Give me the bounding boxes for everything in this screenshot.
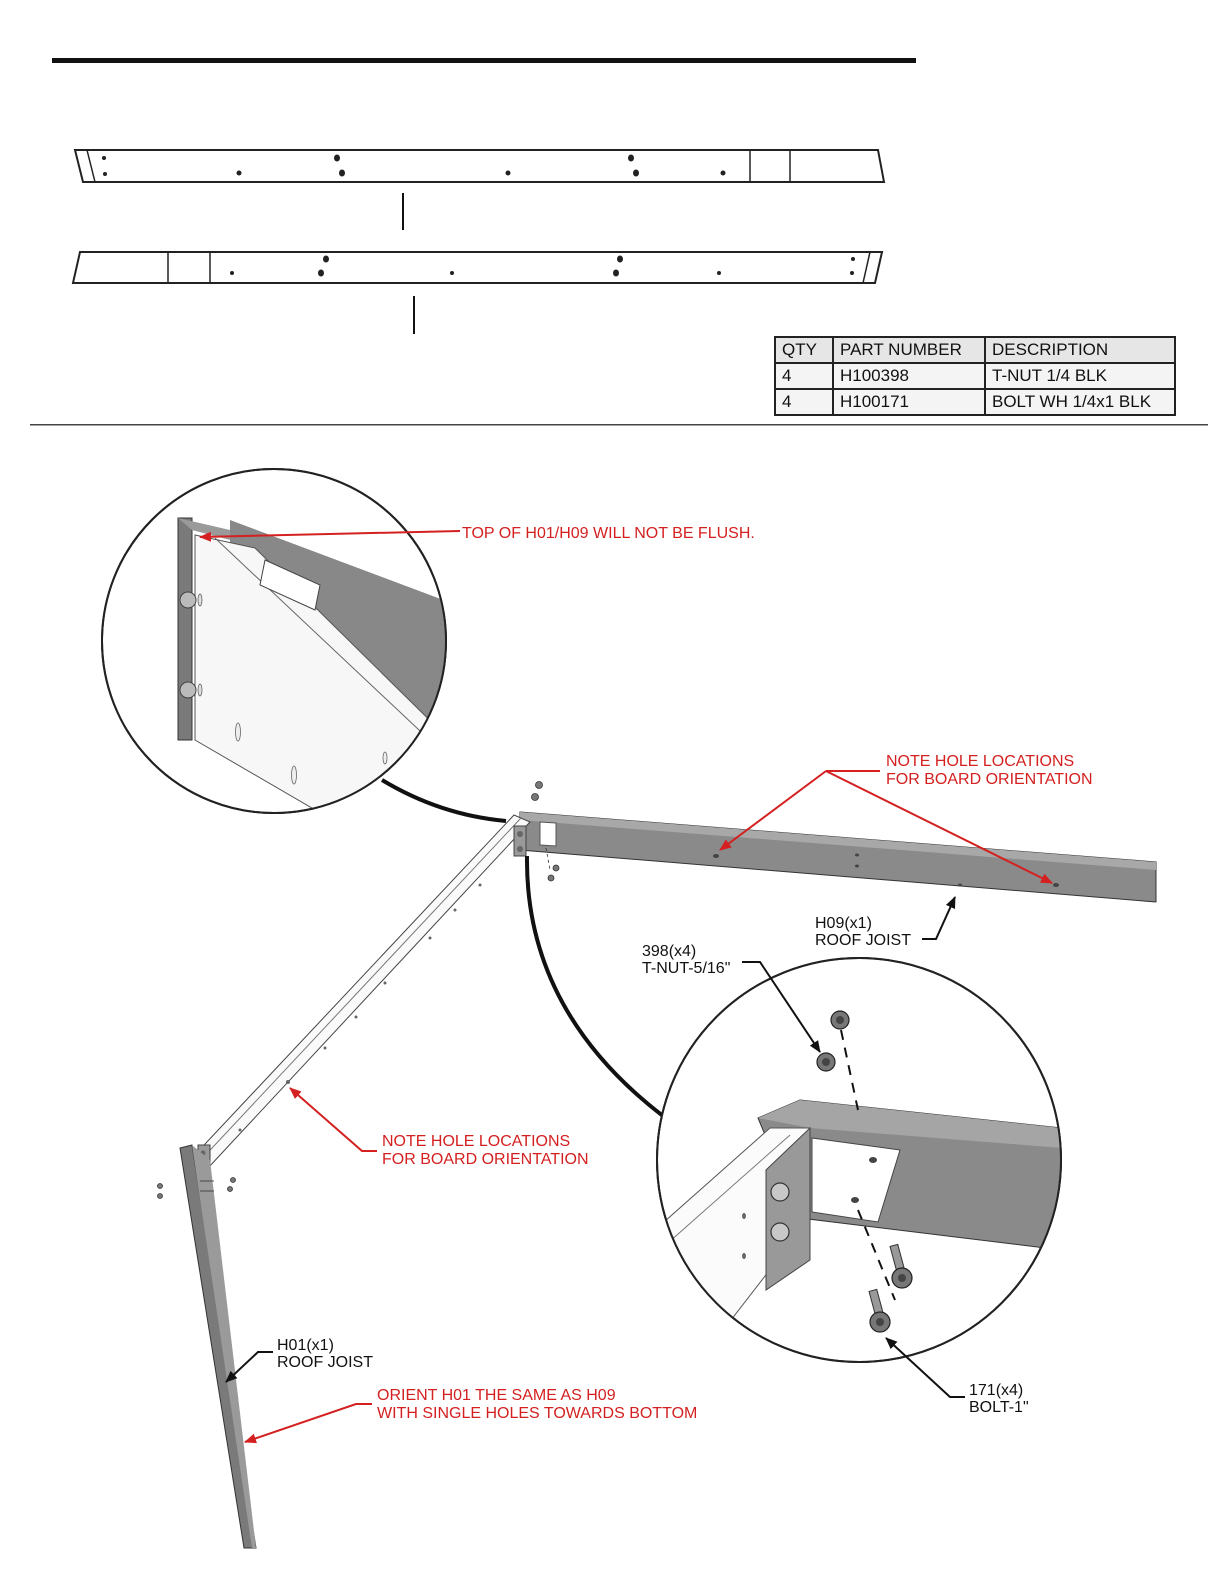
callout-bolt-line1: 171(x4)	[969, 1382, 1024, 1399]
callout-orient-line1: ORIENT H01 THE SAME AS H09	[377, 1387, 616, 1404]
parts-table-header	[775, 337, 1175, 363]
callout-h09-line1: H09(x1)	[815, 915, 872, 932]
parts-table	[774, 336, 1176, 416]
callout-h01-line1: H01(x1)	[277, 1337, 334, 1354]
detail-circle-bottom	[655, 958, 1062, 1380]
cell-description: BOLT WH 1/4x1 BLK	[985, 389, 1175, 415]
header-rule	[52, 58, 916, 63]
h09-roof-joist	[520, 812, 1156, 902]
leader-orient	[245, 1404, 372, 1442]
table-row	[775, 363, 1175, 389]
cell-description: T-NUT 1/4 BLK	[985, 363, 1175, 389]
callout-t-nut-line2: T-NUT-5/16"	[642, 960, 731, 977]
leader-h09	[922, 897, 955, 939]
leader-note-holes-left	[290, 1088, 377, 1151]
table-row	[775, 389, 1175, 415]
board-h09-flat	[75, 150, 884, 182]
header-qty: QTY	[775, 337, 833, 363]
cell-qty: 4	[775, 389, 833, 415]
section-divider	[30, 424, 1208, 426]
header-part-number: PART NUMBER	[833, 337, 985, 363]
h01-roof-joist-side	[180, 1145, 256, 1548]
detail-connector-top	[382, 780, 506, 821]
h01-roof-joist-face	[190, 815, 530, 1173]
callout-t-nut-line1: 398(x4)	[642, 943, 697, 960]
callout-top-flush: TOP OF H01/H09 WILL NOT BE FLUSH.	[462, 525, 755, 542]
callout-h01-line2: ROOF JOIST	[277, 1354, 373, 1371]
callout-note-holes-top-line2: FOR BOARD ORIENTATION	[886, 771, 1093, 788]
callout-bolt-line2: BOLT-1"	[969, 1399, 1029, 1416]
cell-part-number: H100398	[833, 363, 985, 389]
callout-orient-line2: WITH SINGLE HOLES TOWARDS BOTTOM	[377, 1405, 698, 1422]
detail-circle-top	[102, 469, 470, 900]
callout-note-holes-left-line2: FOR BOARD ORIENTATION	[382, 1151, 589, 1168]
callout-note-holes-top-line1: NOTE HOLE LOCATIONS	[886, 753, 1075, 770]
cell-qty: 4	[775, 363, 833, 389]
board-h01-flat	[73, 252, 882, 283]
callout-note-holes-left-line1: NOTE HOLE LOCATIONS	[382, 1133, 571, 1150]
callout-h09-line2: ROOF JOIST	[815, 932, 911, 949]
header-description: DESCRIPTION	[985, 337, 1175, 363]
cell-part-number: H100171	[833, 389, 985, 415]
detail-connector-bottom	[527, 856, 663, 1116]
